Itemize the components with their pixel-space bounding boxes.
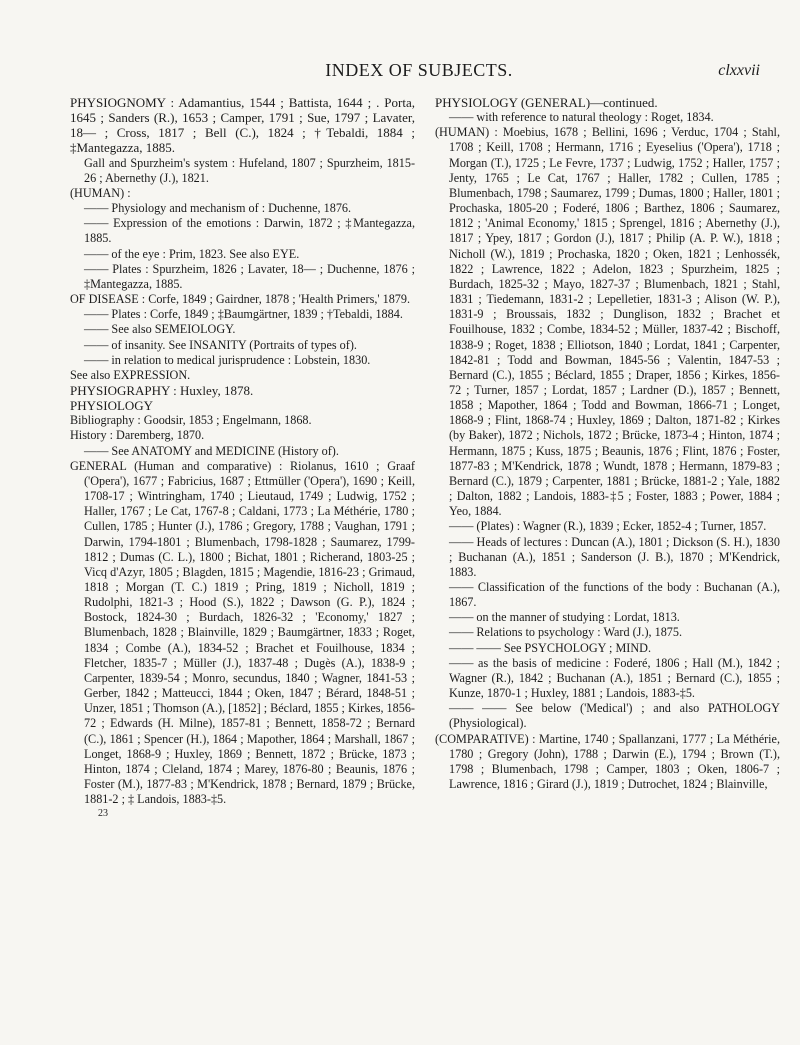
index-subentry: —— of the eye : Prim, 1823. See also EYE. xyxy=(84,246,300,261)
signature-mark: 23 xyxy=(98,808,108,820)
index-columns xyxy=(70,95,780,822)
index-subentry: —— Classification of the functions of the body : Buchanan (A.), 1867. xyxy=(449,580,780,610)
index-subentry: —— —— See PSYCHOLOGY ; MIND. xyxy=(449,640,651,655)
page-title: INDEX OF SUBJECTS. xyxy=(325,60,513,80)
index-heading: PHYSIOGNOMY : Adamantius, 1544 ; Battista, 1644 ; . Porta, 1645 ; Sanders (R.), 1653 ; Camper, 1791 ; Sue, 1797 ; Lavater, 18— ; Cross, 1817 ; Bell (C.), 1824 ; †Tebaldi, 1884 ; ‡Mantegazza, 1885. xyxy=(70,95,415,156)
index-entry: (HUMAN) : Moebius, 1678 ; Bellini, 1696 ; Verduc, 1704 ; Stahl, 1708 ; Keill, 1708 ; Hermann, 1716 ; Eyeselius ('Opera'), 1718 ; Morgan (T.), 1725 ; Le Fevre, 1737 ; Ludwig, 1752 ; Haller, 1757 ; Jenty, 1765 ; Le Cat, 1767 ; Haller, 1782 ; Cullen, 1785 ; Blumenbach, 1798 ; Saumarez, 1799 ; Dumas, 1800 ; Haller, 1801 ; Prochaska, 1805-20 ; Foderé, 1806 ; Barthez, 1806 ; Saumarez, 1812 ; 'Animal Economy,' 1815 ; Sprengel, 1816 ; Abernethy (J.), 1817 ; Ypey, 1817 ; Gordon (J.), 1817 ; Philip (A. P. W.), 1818 ; Nicholl (W.), 1819 ; Prochaska, 1820 ; Oken, 1821 ; Lenhossék, 1822 ; Lawrence, 1822 ; Adelon, 1823 ; Spurzheim, 1825 ; Burdach, 1825-32 ; Mayo, 1827-37 ; Blumenbach, 1821 ; Stahl, 1831 ; Tiedemann, 1831-2 ; Lepelletier, 1831-3 ; Alison (W. P.), 1831-9 ; Broussais, 1832 ; Dunglison, 1832 ; Brachet et Fouilhouse, 1832 ; Combe, 1834-52 ; Müller, 1837-42 ; Bischoff, 1838-9 ; Roget, 1838 ; Elliotson, 1840 ; Lordat, 1841 ; Carpenter, 1842-81 ; Todd and Bowman, 1845-56 ; Valentin, 1847-53 ; Bernard (C.), 1855 ; Béclard, 1855 ; Draper, 1856 ; Kirkes, 1856-72 ; Turner, 1857 ; Lordat, 1857 ; Lardner (D.), 1857 ; Bennett, 1858 ; Mapother, 1864 ; Todd and Bowman, 1866-71 ; Longet, 1868-9 ; Flint, 1868-74 ; Huxley, 1869 ; Dalton, 1871-82 ; Kirkes (by Baker), 1872 ; Nichols, 1872 ; Brücke, 1873-4 ; Hinton, 1874 ; Hermann, 1875 ; Kuss, 1875 ; Beaunis, 1876 ; Flint, 1876 ; Foster, 1877-83 ; M'Kendrick, 1878 ; Wundt, 1878 ; Hermann, 1879-83 ; Bernard (C.), 1879 ; Carpenter, 1881 ; Brücke, 1881-2 ; Yale, 1882 ; Dalton, 1882 ; Landois, 1883-‡5 ; Foster, 1883 ; Power, 1884 ; Yeo, 1884. xyxy=(435,125,780,519)
index-subentry: —— Heads of lectures : Duncan (A.), 1801 ; Dickson (S. H.), 1830 ; Buchanan (A.), 1851 ; Sanderson (J. B.), 1870 ; M'Kendrick, 1883. xyxy=(449,534,780,579)
index-subentry: —— See ANATOMY and MEDICINE (History of). xyxy=(84,443,339,458)
index-subentry: —— Plates : Corfe, 1849 ; ‡Baumgärtner, 1839 ; †Tebaldi, 1884. xyxy=(84,307,403,322)
right-column xyxy=(435,95,780,822)
left-column xyxy=(70,95,415,822)
index-subentry: —— Relations to psychology : Ward (J.), 1875. xyxy=(449,625,683,640)
index-heading: PHYSIOGRAPHY : Huxley, 1878. xyxy=(70,382,254,398)
index-entry: (COMPARATIVE) : Martine, 1740 ; Spallanzani, 1777 ; La Méthérie, 1780 ; Gregory (John), 1788 ; Darwin (E.), 1794 ; Brown (T.), 1798 ; Blumenbach, 1798 ; Camper, 1803 ; Oken, 1806-7 ; Lawrence, 1816 ; Girard (J.), 1819 ; Dutrochet, 1824 ; Blainville, xyxy=(435,731,780,792)
index-subentry: —— on the manner of studying : Lordat, 1813. xyxy=(449,610,680,625)
index-heading: PHYSIOLOGY (GENERAL)—continued. xyxy=(435,95,658,110)
index-subentry: —— as the basis of medicine : Foderé, 1806 ; Hall (M.), 1842 ; Wagner (R.), 1842 ; Buchanan (A.), 1851 ; Bernard (C.), 1855 ; Kunze, 1870-1 ; Huxley, 1881 ; Landois, 1883-‡5. xyxy=(449,655,780,701)
index-subentry: —— Plates : Spurzheim, 1826 ; Lavater, 18— ; Duchenne, 1876 ; ‡Mantegazza, 1885. xyxy=(84,261,415,291)
page-number: clxxvii xyxy=(718,62,760,79)
index-subentry: —— See also SEMEIOLOGY. xyxy=(84,322,236,337)
index-subentry: —— with reference to natural theology : Roget, 1834. xyxy=(449,110,714,125)
index-subentry: —— (Plates) : Wagner (R.), 1839 ; Ecker, 1852-4 ; Turner, 1857. xyxy=(449,519,767,534)
index-entry: OF DISEASE : Corfe, 1849 ; Gairdner, 1878 ; 'Health Primers,' 1879. xyxy=(70,292,411,307)
page-header xyxy=(78,60,760,84)
index-heading: PHYSIOLOGY xyxy=(70,398,154,414)
index-subentry: —— of insanity. See INSANITY (Portraits of types of). xyxy=(84,337,357,352)
index-entry: (HUMAN) : xyxy=(70,185,131,200)
index-entry: GENERAL (Human and comparative) : Riolanus, 1610 ; Graaf ('Opera'), 1677 ; Fabricius, 1687 ; Ettmüller ('Opera'), 1690 ; Keill, 1708-17 ; Wintringham, 1740 ; Lieutaud, 1749 ; Ludwig, 1752 ; Haller, 1767 ; Le Cat, 1767-8 ; Caldani, 1773 ; La Méthérie, 1780 ; Cullen, 1785 ; Hunter (J.), 1786 ; Gregory, 1788 ; Vaughan, 1791 ; Darwin, 1794-1801 ; Blumenbach, 1798-1828 ; Saumarez, 1799-1812 ; Dumas (C. L.), 1800 ; Bichat, 1801 ; Richerand, 1803-25 ; Vicq d'Azyr, 1805 ; Blagden, 1815 ; Magendie, 1816-23 ; Grimaud, 1818 ; Morgan (T. C.) 1819 ; Pring, 1819 ; Nicholl, 1819 ; Rudolphi, 1821-3 ; Hood (S.), 1822 ; Dawson (G. P.), 1824 ; Bostock, 1824-30 ; Burdach, 1826-32 ; 'Economy,' 1827 ; Blumenbach, 1828 ; Blainville, 1829 ; Baumgärtner, 1833 ; Roget, 1834 ; Combe (A.), 1834-52 ; Brachet et Fouilhouse, 1834 ; Fletcher, 1835-7 ; Müller (J.), 1837-48 ; Dugès (A.), 1838-9 ; Carpenter, 1839-54 ; Monro, secundus, 1840 ; Wagner, 1841-53 ; Gerber, 1842 ; Matteucci, 1844 ; Oken, 1847 ; Bérard, 1848-51 ; Unzer, 1851 ; Thomson (A.), [1852] ; Béclard, 1855 ; Kirkes, 1856-72 ; Edwards (H. Milne), 1857-81 ; Bennett, 1858-72 ; Bernard (C.), 1861 ; Spencer (H.), 1864 ; Mapother, 1864 ; Marshall, 1867 ; Longet, 1868-9 ; Huxley, 1869 ; Bennett, 1872 ; Brücke, 1873 ; Hinton, 1874 ; Cleland, 1874 ; Marey, 1876-80 ; Beaunis, 1876 ; Foster (M.), 1877-83 ; M'Kendrick, 1878 ; Bernard, 1879 ; Brücke, 1881-2 ; ‡ Landois, 1883-‡5. xyxy=(70,458,415,807)
index-subentry: —— Expression of the emotions : Darwin, 1872 ; ‡Mantegazza, 1885. xyxy=(84,216,415,246)
index-subentry: —— in relation to medical jurisprudence : Lobstein, 1830. xyxy=(84,352,371,367)
index-entry: History : Daremberg, 1870. xyxy=(70,428,205,443)
index-subentry: —— Physiology and mechanism of : Duchenne, 1876. xyxy=(84,201,352,216)
index-entry: See also EXPRESSION. xyxy=(70,367,191,382)
index-subentry: —— —— See below ('Medical') ; and also PATHOLOGY (Physiological). xyxy=(449,701,780,731)
index-entry: Bibliography : Goodsir, 1853 ; Engelmann, 1868. xyxy=(70,413,312,428)
index-subentry: Gall and Spurzheim's system : Hufeland, 1807 ; Spurzheim, 1815-26 ; Abernethy (J.), 1821. xyxy=(84,155,415,185)
